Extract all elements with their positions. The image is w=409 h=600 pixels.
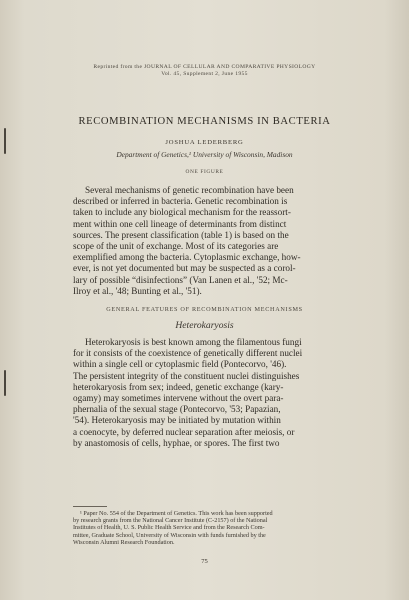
footnote	[73, 510, 363, 546]
author-name: JOSHUA LEDERBERG	[165, 139, 244, 146]
footnote-divider	[73, 506, 107, 507]
binding-hole-mark	[4, 370, 6, 396]
intro-paragraph	[73, 185, 363, 297]
text-line: described or inferred in bacteria. Genetic recombination is	[73, 196, 288, 207]
text-line: ment within one cell lineage of determinants from distinct	[73, 218, 287, 229]
footnote-line: Wisconsin Alumni Research Foundation.	[73, 538, 175, 546]
text-line: taken to include any biological mechanism for the reassort-	[73, 207, 291, 218]
text-line: phernalia of the sexual stage (Pontecorvo, '53; Papazian,	[73, 404, 281, 415]
text-line: lary of possible “disinfections” (Van Lanen et al., '52; Mc-	[73, 274, 288, 285]
text-line: Several mechanisms of genetic recombination have been	[85, 185, 294, 195]
reprint-line: Reprinted from the JOURNAL OF CELLULAR AND COMPARATIVE PHYSIOLOGY	[93, 64, 316, 70]
subsection-heading: Heterokaryosis	[175, 320, 234, 331]
text-line: exemplified among the bacteria. Cytoplasmic exchange, how-	[73, 252, 301, 263]
text-line: heterokaryosis from sex; indeed, genetic exchange (kary-	[73, 381, 284, 392]
text-line: ever, is not yet documented but may be suspected as a corol-	[73, 263, 296, 274]
text-line: for it consists of the coexistence of genetically different nuclei	[73, 348, 303, 359]
author-affiliation: Department of Genetics,¹ University of Wisconsin, Madison	[116, 150, 293, 159]
footnote-line: by research grants from the National Cancer Institute (C-2157) of the National	[73, 517, 268, 525]
text-line: by anastomosis of cells, hyphae, or spores. The first two	[73, 437, 280, 448]
section-heading: GENERAL FEATURES OF RECOMBINATION MECHANISMS	[106, 306, 303, 313]
article-title: RECOMBINATION MECHANISMS IN BACTERIA	[78, 116, 331, 127]
text-line: Ilroy et al., '48; Bunting et al., '51).	[73, 285, 202, 296]
text-line: a coenocyte, by deferred nuclear separation after meiosis, or	[73, 426, 295, 437]
binding-hole-mark	[4, 128, 6, 154]
text-line: Heterokaryosis is best known among the filamentous fungi	[85, 337, 302, 347]
text-line: sources. The present classification (table 1) is based on the	[73, 229, 289, 240]
text-line: The persistent integrity of the constituent nuclei distinguishes	[73, 370, 300, 381]
footnote-line: mittee, Graduate School, University of Wisconsin with funds furnished by the	[73, 531, 266, 539]
footnote-line: Institutes of Health, U. S. Public Health Service and from the Research Com-	[73, 524, 265, 532]
text-line: ogamy) may sometimes intervene without the overt para-	[73, 393, 284, 404]
text-line: within a single cell or cytoplasmic field (Pontecorvo, '46).	[73, 359, 287, 370]
page-number: 75	[201, 558, 208, 565]
figure-count-note: ONE FIGURE	[185, 169, 224, 175]
heterokaryosis-paragraph	[73, 337, 363, 449]
text-line: '54). Heterokaryosis may be initiated by mutation within	[73, 415, 281, 426]
footnote-line: ¹ Paper No. 554 of the Department of Genetics. This work has been supported	[80, 510, 273, 517]
text-line: scope of the unit of exchange. Most of its categories are	[73, 241, 279, 252]
reprint-notice	[40, 64, 369, 79]
reprint-volume-line: Vol. 45, Supplement 2, June 1955	[161, 71, 248, 78]
